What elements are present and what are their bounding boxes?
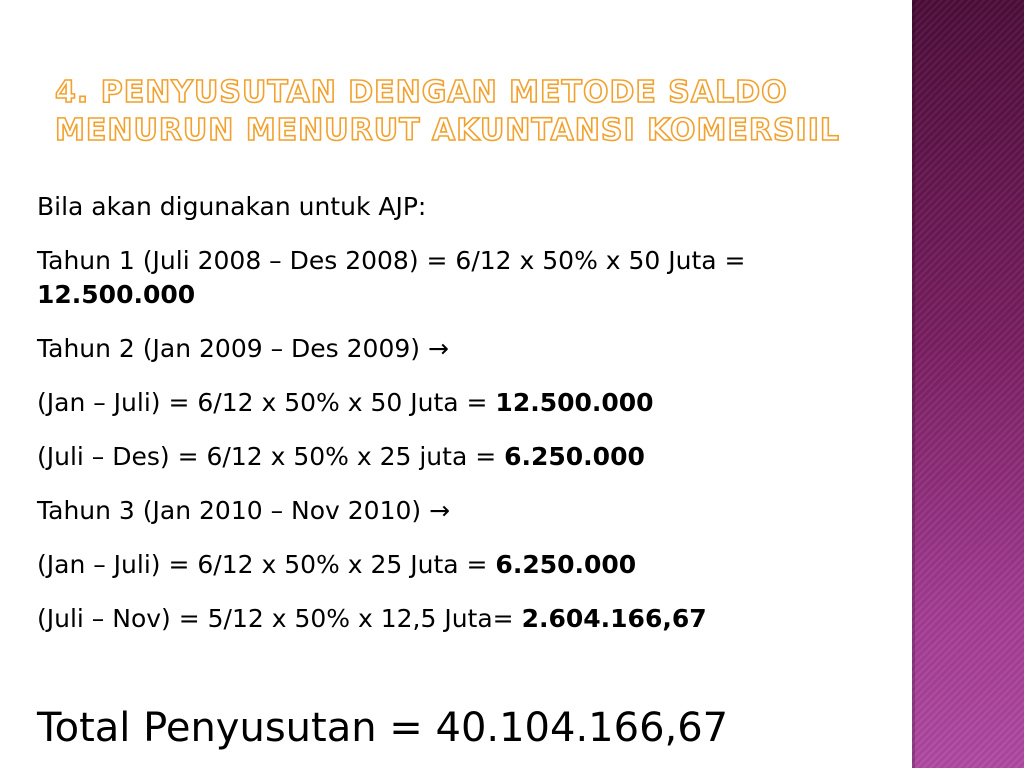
slide-title bbox=[55, 74, 905, 150]
slide-body bbox=[37, 190, 907, 656]
body-line-value: 6.250.000 bbox=[495, 550, 637, 579]
body-line-text: (Juli – Des) = 6/12 x 50% x 25 juta = bbox=[37, 442, 505, 471]
body-line-text: Bila akan digunakan untuk AJP: bbox=[37, 192, 427, 221]
body-line-value: 12.500.000 bbox=[37, 280, 196, 309]
slide-title-line-2: MENURUN MENURUT AKUNTANSI KOMERSIIL bbox=[55, 113, 840, 148]
body-line-text: (Juli – Nov) = 5/12 x 50% x 12,5 Juta= bbox=[37, 604, 522, 633]
body-line-year-3 bbox=[37, 494, 907, 528]
body-line-year-3-part-1 bbox=[37, 548, 907, 582]
body-line-text: (Jan – Juli) = 6/12 x 50% x 25 Juta = bbox=[37, 550, 496, 579]
body-line-year-1 bbox=[37, 244, 857, 312]
body-line-text: (Jan – Juli) = 6/12 x 50% x 50 Juta = bbox=[37, 388, 496, 417]
body-line-text: Tahun 1 (Juli 2008 – Des 2008) = 6/12 x 50% x 50 Juta = bbox=[37, 246, 746, 275]
body-line-year-3-part-2 bbox=[37, 602, 907, 636]
body-line-year-2-part-1 bbox=[37, 386, 907, 420]
body-line-year-2-part-2 bbox=[37, 440, 907, 474]
body-line-year-2 bbox=[37, 332, 907, 366]
total-depreciation: Total Penyusutan = 40.104.166,67 bbox=[37, 705, 729, 751]
body-line-text: Tahun 2 (Jan 2009 – Des 2009) → bbox=[37, 334, 449, 363]
body-line-text: Tahun 3 (Jan 2010 – Nov 2010) → bbox=[37, 496, 451, 525]
side-bar-edge bbox=[912, 0, 915, 768]
body-line-value: 12.500.000 bbox=[495, 388, 654, 417]
body-line-value: 6.250.000 bbox=[504, 442, 645, 471]
slide-title-line-1: 4. PENYUSUTAN DENGAN METODE SALDO bbox=[55, 75, 788, 110]
body-line-value: 2.604.166,67 bbox=[521, 604, 707, 633]
body-line-intro bbox=[37, 190, 907, 224]
side-bar-texture bbox=[912, 0, 1024, 768]
decorative-side-bar bbox=[912, 0, 1024, 768]
